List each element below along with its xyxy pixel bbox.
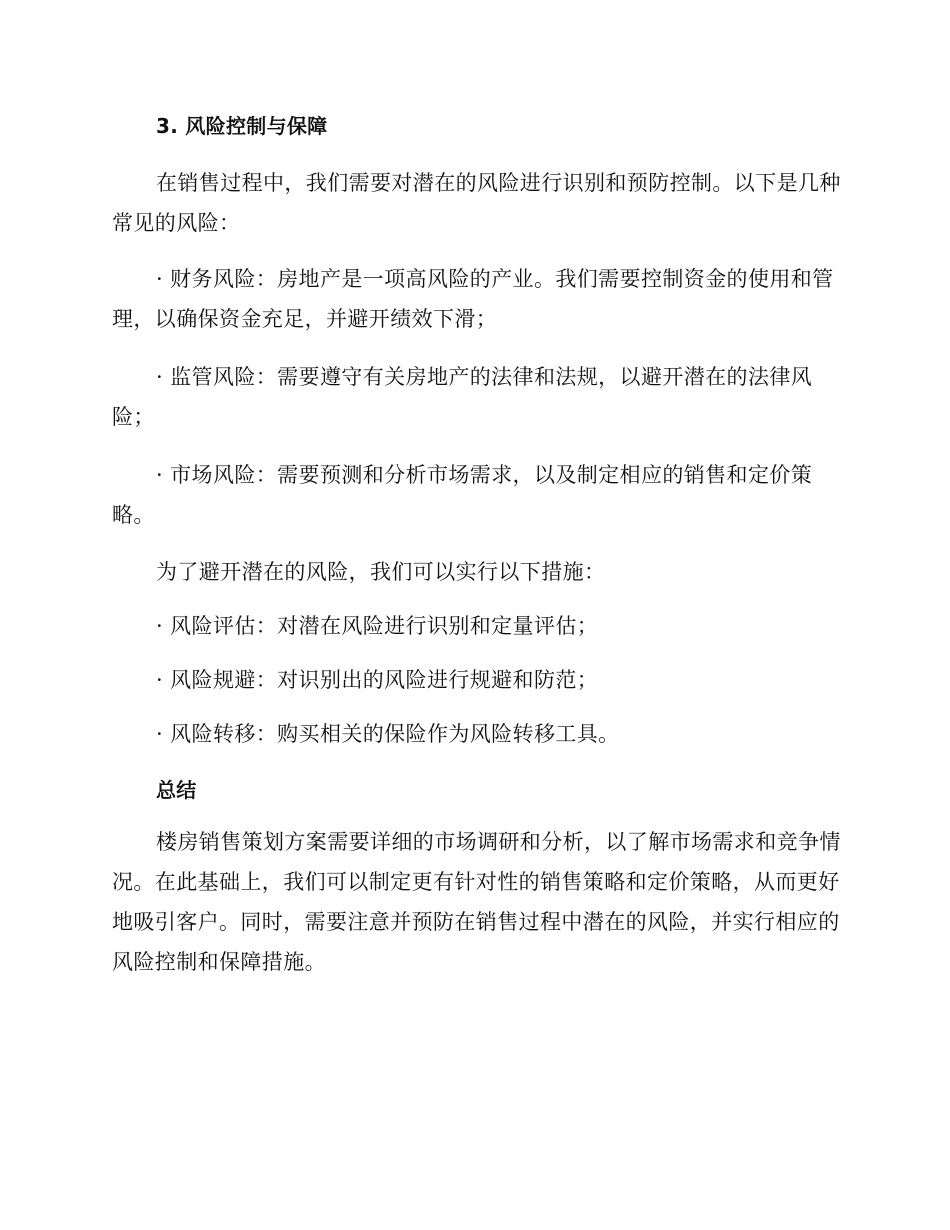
measures-intro-paragraph: 为了避开潜在的风险，我们可以实行以下措施： xyxy=(156,560,606,584)
summary-paragraph: 楼房销售策划方案需要详细的市场调研和分析，以了解市场需求和竞争情况。在此基础上，我们可以制定更有针对性的销售策略和定价策略，从而更好地吸引客户。同时，需要注意并预防在销售过程中潜在的风险，并实行相应的风险控制和保障措施。 xyxy=(112,830,841,974)
section-intro-paragraph: 在销售过程中，我们需要对潜在的风险进行识别和预防控制。以下是几种常见的风险： xyxy=(112,171,841,235)
risk-item-market: · 市场风险：需要预测和分析市场需求，以及制定相应的销售和定价策略。 xyxy=(112,463,813,527)
summary-heading: 总结 xyxy=(156,778,197,802)
measure-item-transfer: · 风险转移：购买相关的保险作为风险转移工具。 xyxy=(156,722,620,746)
risk-item-regulatory: · 监管风险：需要遵守有关房地产的法律和法规，以避开潜在的法律风险； xyxy=(112,365,813,429)
measure-item-avoidance: · 风险规避：对识别出的风险进行规避和防范； xyxy=(156,668,599,692)
measure-item-assessment: · 风险评估：对潜在风险进行识别和定量评估； xyxy=(156,614,599,638)
section-heading: 3. 风险控制与保障 xyxy=(156,114,328,138)
risk-item-financial: · 财务风险：房地产是一项高风险的产业。我们需要控制资金的使用和管理，以确保资金充足，并避开绩效下滑； xyxy=(112,267,834,331)
